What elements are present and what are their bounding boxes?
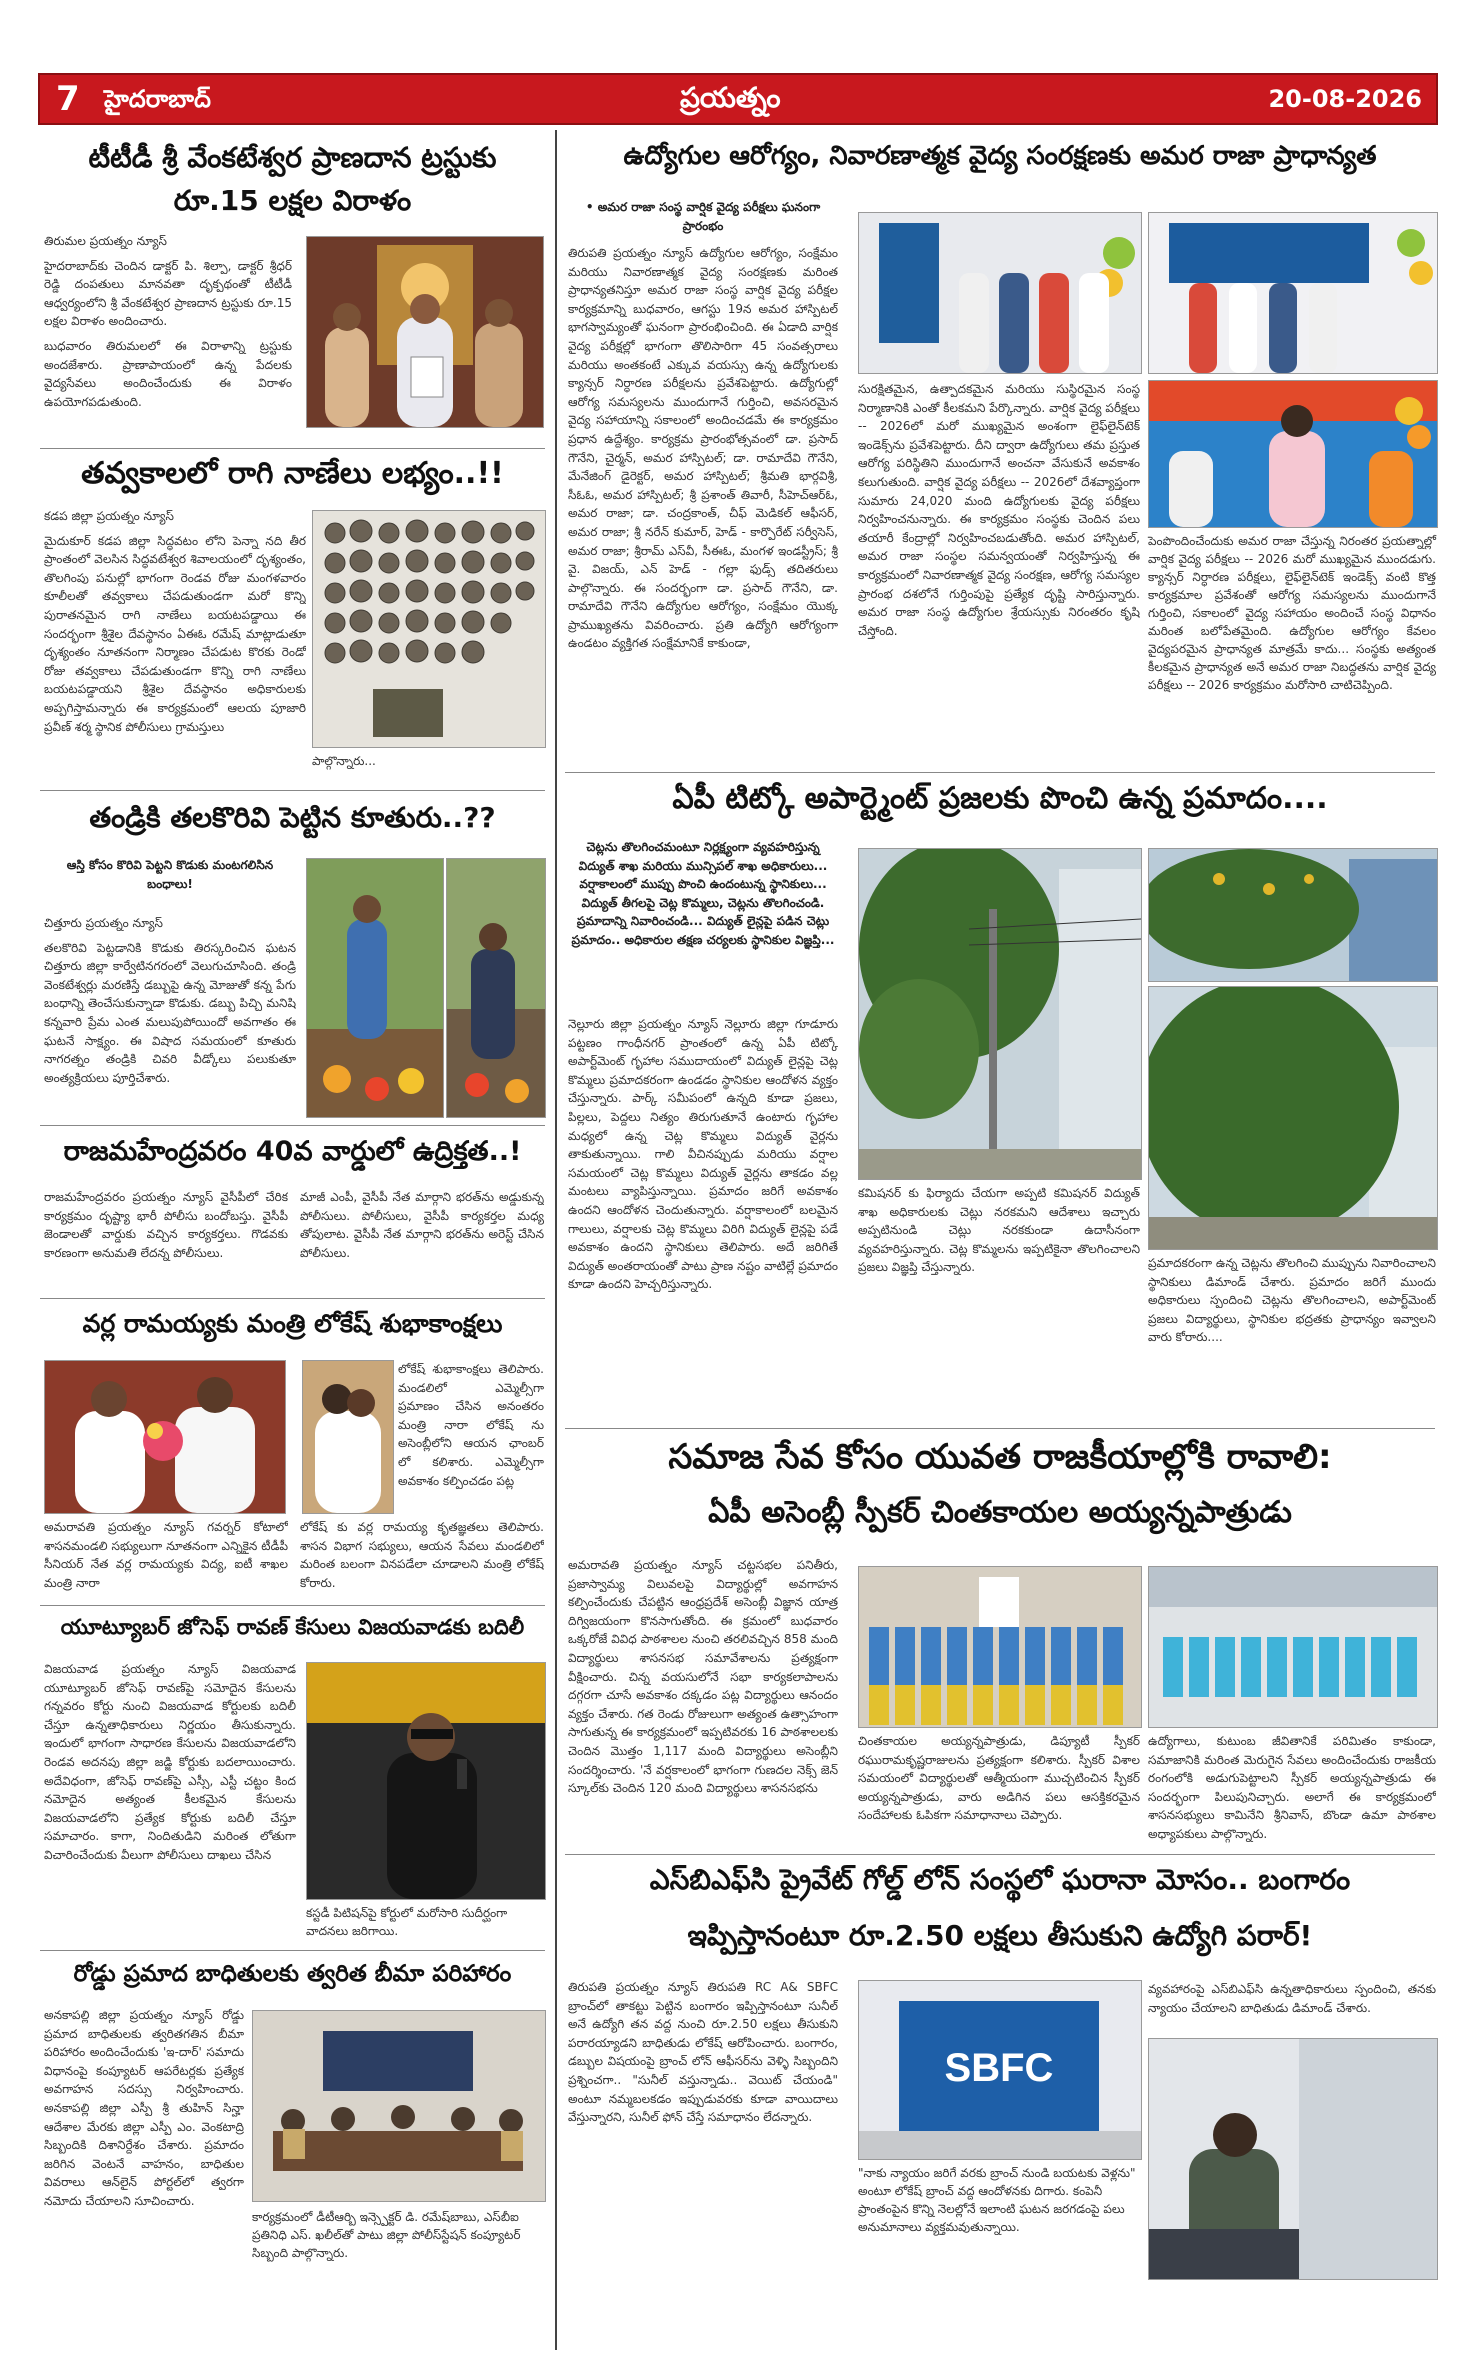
titco-trees-photo-wide (1148, 986, 1438, 1250)
column-divider (555, 130, 557, 2350)
sbfc-headline-line2: ఇప్పిస్తానంటూ రూ.2.50 లక్షలు తీసుకుని ఉద్యోగి పరార్! (687, 1919, 1313, 1952)
story-divider (40, 1605, 545, 1606)
speaker-col2: చింతకాయల అయ్యన్నపాత్రుడు, డిప్యూటీ స్పీకర్ రఘురామకృష్ణరాజులను ప్రత్యక్షంగా కలిశారు. స్పీకర్ విశాల సమయంలో విద్యార్థులతో ఆత్మీయంగా ముచ్చటించిన స్పీకర్ అయ్యన్నపాత్రుడు, వారు అడిగిన పలు ఆసక్తికరమైన సందేహాలకు ఓపికగా సమాధానాలు చెప్పారు. (858, 1734, 1140, 1823)
story-divider (565, 772, 1435, 773)
amara-raja-photo-2 (1148, 212, 1438, 374)
amara-raja-photo-1 (858, 212, 1142, 374)
page-number: 7 (56, 79, 80, 119)
ttd-paragraph-1: హైదరాబాద్‌కు చెందిన డాక్టర్ పి. శిల్పా, డాక్టర్ శ్రీధర్ రెడ్డి దంపతులు మానవతా దృక్పథంతో టీటీడీ ఆధ్వర్యంలోని శ్రీ వేంకటేశ్వర ప్రాణదాన ట్రస్టుకు రూ.15 లక్షల విరాళం అందించారు. (44, 258, 292, 329)
issue-date: 20-08-2026 (1268, 85, 1422, 113)
amara-raja-callout: • అమర రాజా సంస్థ వార్షిక వైద్య పరీక్షలు ఘనంగా ప్రారంభం (585, 200, 821, 233)
titco-headline: ఏపీ టిట్కో అపార్ట్మెంట్ ప్రజలకు పొంచి ఉన్న ప్రమాదం.... (672, 781, 1328, 816)
daughter-subhead: ఆస్తి కోసం కొరివి పెట్టని కొడుకు మంటగలిసిన బంధాలు! (66, 858, 274, 891)
insurance-meeting-photo (252, 2010, 546, 2202)
sbfc-body: తిరుపతి ప్రయత్నం న్యూస్ తిరుపతి RC A& SBFC బ్రాంచ్‌లో తాకట్టు పెట్టిన బంగారం ఇప్పిస్తానంటూ సునీల్ అనే ఉద్యోగి తన వద్ద నుంచి రూ.2.50 లక్షలు తీసుకుని పరారయ్యాడని బాధితుడు లోకేష్ ఆరోపించారు. బంగారం, డబ్బుల విషయంపై బ్రాంచ్ లోన్ ఆఫీసర్‌ను వెళ్ళి సిబ్బందిని ప్రశ్నించగా.. "సునీల్ వస్తున్నాడు.. వెయిట్ చేయండి" అంటూ నమ్మబలకడం ఇప్పుడువరకు కూడా వాయిదాలు వేస్తున్నారని, సునీల్ ఫోన్ చేస్తే సమాధానం లేదన్నారు. (568, 1980, 838, 2125)
insurance-body: అనకాపల్లి జిల్లా ప్రయత్నం న్యూస్ రోడ్డు ప్రమాద బాధితులకు త్వరితగతిన బీమా పరిహారం అందించేందుకు 'ఇ-దార్' సమాదు విధానంపై కంప్యూటర్ ఆపరేటర్లకు ప్రత్యేక అవగాహన సదస్సు నిర్వహించారు. అనకాపల్లి జిల్లా ఎస్పీ శ్రీ తుహిన్ సిన్హా ఆదేశాల మేరకు జిల్లా ఎస్పీ ఎం. వెంకటాద్రి సిబ్బందికి దిశానిర్దేశం చేశారు. ప్రమాదం జరిగిన వెంటనే వాహనం, బాధితుల వివరాలు ఆన్‌లైన్ పోర్టల్‌లో త్వరగా నమోదు చేయాలని సూచించారు. (44, 2008, 244, 2208)
insurance-caption: కార్యక్రమంలో డీటీఆర్బి ఇన్స్పెక్టర్ డి. రమేష్‌బాబు, ఎస్‌బీఐ ప్రతినిధి ఎస్. ఖలీల్‌తో పాటు జిల్లా పోలీస్‌స్టేషన్ కంప్యూటర్ సిబ్బంది పాల్గొన్నారు. (252, 2210, 521, 2260)
coins-body (44, 507, 306, 777)
rajahmundry-col1: రాజమహేంద్రవరం ప్రయత్నం న్యూస్ వైసీపీలో చేరిక కార్యక్రమం దృష్ట్యా భారీ పోలీసు బందోబస్తు. వైసీపీ జెండాలతో వార్డుకు వచ్చిన కార్యకర్తలు. గొడవకు కారణంగా అనుమతి లేదన్న పోలీసులు. (44, 1190, 288, 1260)
coins-headline: తవ్వకాలలో రాగి నాణేలు లభ్యం..!! (81, 456, 504, 491)
amara-raja-col1: తిరుపతి ప్రయత్నం న్యూస్ ఉద్యోగుల ఆరోగ్యం, సంక్షేమం మరియు నివారణాత్మక వైద్య సంరక్షణకు మరింత ప్రాధాన్యతనిస్తూ అమర రాజా సంస్థ వార్షిక వైద్య పరీక్షల కార్యక్రమాన్ని బుధవారం, ఆగస్టు 19న అమర హాస్పిటల్ భాగస్వామ్యంతో ఘనంగా ప్రారంభించింది. ఈ ఏడాది వార్షిక వైద్య పరీక్షల్లో భాగంగా తొలిసారిగా 45 సంవత్సరాలు మరియు అంతకంటే ఎక్కువ వయస్సు ఉన్న ఉద్యోగులకు క్యాన్సర్ నిర్ధారణ పరీక్షలను ప్రవేశపెట్టారు. ఉద్యోగుల్లో ఆరోగ్య సమస్యలను ముందుగానే గుర్తించి, అవసరమైన వైద్య సహాయాన్ని సకాలంలో అందించడమే ఈ కార్యక్రమం ప్రధాన ఉద్దేశ్యం. కార్యక్రమ ప్రారంభోత్సవంలో డా. ప్రసాద్ గౌనేని, చైర్మన్, అమర హాస్పిటల్; డా. రామాదేవి గౌనేని, మేనేజింగ్ డైరెక్టర్, అమర హాస్పిటల్; శ్రీమతి భార్గవిశ్రీ, సీఓఓ, అమర హాస్పిటల్; శ్రీ ప్రశాంత్ తివారీ, సీహెచ్ఆర్ఓ, అమర రాజా; డా. చంద్రకాంత్, చీఫ్ మెడికల్ ఆఫీసర్, అమర రాజా; శ్రీ నరేన్ కుమార్, హెడ్ - కార్పొరేట్ సర్వీసెస్, అమర రాజా; శ్రీరామ్ ఎస్‌వీ, సీఈఓ, మంగళ ఇండస్ట్రీస్; శ్రీ వై. విజయ్, ఎన్ హెడ్ - గల్లా ఫుడ్స్ తదితరులు పాల్గొన్నారు. ఈ సందర్భంగా డా. ప్రసాద్ గౌనేని, డా. రామాదేవి గౌనేని ఉద్యోగుల ఆరోగ్యం, సంక్షేమం యొక్క ప్రాముఖ్యతను వివరించారు. ప్రతి ఉద్యోగి ఆరోగ్యంగా ఉండటం వ్యక్తిగత సంక్షేమానికే కాకుండా, (568, 246, 838, 651)
titco-trees-photo-tall (858, 848, 1142, 1180)
titco-callout: చెట్లను తొలగించమంటూ నిర్లక్ష్యంగా వ్యవహరిస్తున్న విద్యుత్ శాఖ మరియు మున్సిపల్ శాఖ అధికారులు... వర్షాకాలంలో ముప్పు పొంచి ఉందంటున్న స్థానికులు... విద్యుత్ తీగలపై చెట్ల కొమ్మలు, చెట్లను తొలగించండి. ప్రమాదాన్ని నివారించండి... విద్యుత్ లైన్లపై పడిన చెట్లు ప్రమాదం.. అధికారుల తక్షణ చర్యలకు స్థానికుల విజ్ఞప్తి... (571, 840, 835, 947)
amara-raja-headline: ఉద్యోగుల ఆరోగ్యం, నివారణాత్మక వైద్య సంరక్షణకు అమర రాజా ప్రాధాన్యత (623, 141, 1377, 171)
lokesh-hug-photo (302, 1360, 394, 1514)
story-divider (40, 1298, 545, 1299)
coins-caption: పాల్గొన్నారు... (312, 754, 376, 768)
youtuber-headline: యూట్యూబర్ జోసెఫ్ రావణ్ కేసులు విజయవాడకు బదిలీ (60, 1615, 525, 1639)
speaker-students-photo-2 (1148, 1566, 1438, 1728)
story-divider (40, 1950, 545, 1951)
daughter-body (44, 914, 296, 1114)
ttd-headline-line1: టీటీడీ శ్రీ వేంకటేశ్వర ప్రాణదాన ట్రస్టుకు (88, 141, 497, 174)
youtuber-caption: కస్టడీ పిటిషన్‌పై కోర్టులో మరోసారి సుదీర్ఘంగా వాదనలు జరిగాయి. (306, 1906, 508, 1938)
amara-raja-caption: పెంపొందించేందుకు అమర రాజా చేస్తున్న నిరంతర ప్రయత్నాల్లో వార్షిక వైద్య పరీక్షలు -- 2026 మరో ముఖ్యమైన ముందడుగు. క్యాన్సర్ నిర్ధారణ పరీక్షలు, లైఫ్‌లైన్‌టెక్ ఇండెక్స్ వంటి కొత్త కార్యక్రమాల ప్రవేశంతో ఆరోగ్య సమస్యలను ముందుగానే గుర్తించి, సకాలంలో వైద్య సహాయం అందించే సంస్థ విధానం మరింత బలోపేతమైంది. ఉద్యోగుల ఆరోగ్యం కేవలం వైద్యపరమైన ప్రాధాన్యత మాత్రమే కాదు... సంస్థకు అత్యంత కీలకమైన ప్రాధాన్యత అనే అమర రాజా నిబద్ధతను వార్షిక వైద్య పరీక్షలు -- 2026 కార్యక్రమం మరోసారి చాటిచెప్పింది. (1148, 534, 1436, 692)
titco-col2: కమిషనర్ కు ఫిర్యాదు చేయగా అప్పటి కమిషనర్ విద్యుత్ శాఖ అధికారులకు చెట్లు నరకమని ఆదేశాలు ఇచ్చారు అప్పటినుండి చెట్లు నరకకుండా ఉదాసీనంగా వ్యవహరిస్తున్నారు. చెట్ల కొమ్మలను ఇప్పటికైనా తొలగించాలని ప్రజలు విజ్ఞప్తి చేస్తున్నారు. (858, 1186, 1140, 1275)
speaker-body: అమరావతి ప్రయత్నం న్యూస్ చట్టసభల పనితీరు, ప్రజాస్వామ్య విలువలపై విద్యార్థుల్లో అవగాహన కల్పించేందుకు చేపట్టిన ఆంధ్రప్రదేశ్ అసెంబ్లీ విజ్ఞాన యాత్ర దిగ్విజయంగా కొనసాగుతోంది. ఈ క్రమంలో బుధవారం ఒక్కరోజే వివిధ పాఠశాలల నుంచి తరలివచ్చిన 858 మంది విద్యార్థులు శాసనసభ సమావేశాలను ప్రత్యక్షంగా వీక్షించారు. చిన్న వయసులోనే సభా కార్యకలాపాలను దగ్గరగా చూసే అవకాశం దక్కడం పట్ల విద్యార్థులు ఆనందం వ్యక్తం చేశారు. గత రెండు రోజులుగా అత్యంత ఉత్సాహంగా సాగుతున్న ఈ కార్యక్రమంలో ఇప్పటివరకు 16 పాఠశాలలకు చెందిన మొత్తం 1,117 మంది విద్యార్థులు అసెంబ్లీని సందర్శించారు. 'నే వర్షకాలంలో భాగంగా గుణదల నెక్స్ జెన్ స్కూల్‌కు చెందిన 120 మంది విద్యార్థులు శాసనసభను (568, 1558, 838, 1796)
ttd-headline-line2: రూ.15 లక్షల విరాళం (173, 184, 412, 217)
copper-coins-photo (312, 510, 546, 748)
story-divider (565, 1428, 1435, 1429)
titco-col3: ప్రమాదకరంగా ఉన్న చెట్లను తొలగించి ముప్పును నివారించాలని స్థానికులు డిమాండ్ చేశారు. ప్రమాదం జరిగే ముందు అధికారులు స్పందించి చెట్లను తొలగించాలని, అపార్ట్‌మెంట్ ప్రజలు విద్యార్థులు, స్థానికుల భద్రతకు ప్రాధాన్యం ఇవ్వాలని వారు కోరారు.... (1148, 1256, 1436, 1345)
ttd-paragraph-2: బుధవారం తిరుమలలో ఈ విరాళాన్ని ట్రస్టుకు అందజేశారు. ప్రాణాపాయంలో ఉన్న పేదలకు వైద్యసేవలు అందించేందుకు ఈ విరాళం ఉపయోగపడుతుంది. (44, 338, 292, 409)
sbfc-victim-photo (1148, 2038, 1438, 2280)
insurance-headline: రోడ్డు ప్రమాద బాధితులకు త్వరిత బీమా పరిహారం (73, 1961, 512, 1987)
rajahmundry-col2: మాజీ ఎంపీ, వైసీపీ నేత మార్గాని భరత్‌ను అడ్డుకున్న పోలీసులు. పోలీసులు, వైసీపీ కార్యకర్తల మధ్య తోపులాట. వైసీపీ నేత మార్గాని భరత్‌ను అరెస్ట్ చేసిన పోలీసులు. (300, 1190, 544, 1260)
masthead-bar (38, 73, 1438, 125)
speaker-col3: ఉద్యోగాలు, కుటుంబ జీవితానికే పరిమితం కాకుండా, సమాజానికి మరింత మెరుగైన సేవలు అందించేందుకు రాజకీయ రంగంలోకి అడుగుపెట్టాలని స్పీకర్ అయ్యన్నపాత్రుడు ఈ సందర్భంగా పిలుపునిచ్చారు. అలాగే ఈ కార్యక్రమంలో శాసనసభ్యులు కామినేని శ్రీనివాస్, బొండా ఉమా పాఠశాల అధ్యాపకులు పాల్గొన్నారు. (1148, 1734, 1436, 1841)
lokesh-col1: అమరావతి ప్రయత్నం న్యూస్ గవర్నర్ కోటాలో శాసనమండలి సభ్యులుగా నూతనంగా ఎన్నికైన టీడీపీ సీనియర్ నేత వర్ల రామయ్యకు విద్య, ఐటీ శాఖల మంత్రి నారా (44, 1520, 288, 1590)
edition-city: హైదరాబాద్ (104, 85, 211, 113)
story-divider (40, 448, 545, 449)
speaker-headline-line2: ఏపీ అసెంబ్లీ స్పీకర్ చింతకాయల అయ్యన్నపాత్రుడు (708, 1495, 1292, 1530)
titco-trees-photo-small (1148, 848, 1438, 982)
funeral-photo-2 (446, 858, 546, 1118)
funeral-photo-1 (306, 858, 444, 1118)
lokesh-side-text: లోకేష్ శుభాకాంక్షలు తెలిపారు. మండలిలో ఎమ్మెల్సీగా ప్రమాణం చేసిన అనంతరం మంత్రి నారా లోకేష్ ను అసెంబ్లీలోని ఆయన ఛాంబర్ లో కలిశారు. ఎమ్మెల్సీగా అవకాశం కల్పించడం పట్ల (398, 1362, 544, 1488)
sbfc-caption: "నాకు న్యాయం జరిగే వరకు బ్రాంచ్ నుండి బయటకు వెళ్లను" అంటూ లోకేష్ బ్రాంచ్ వద్ద ఆందోళనకు దిగారు. కంపెనీ ప్రాంతంపైన కొన్ని నెలల్లోనే ఇలాంటి ఘటన జరగడంపై పలు అనుమానాలు వ్యక్తమవుతున్నాయి. (858, 2166, 1136, 2234)
amara-raja-photo-3 (1148, 380, 1438, 528)
ttd-dateline: తిరుమల ప్రయత్నం న్యూస్ (44, 234, 167, 248)
lokesh-col2: లోకేష్ కు వర్ల రామయ్య కృతజ్ఞతలు తెలిపారు. శాసన విభాగ సభ్యులు, ఆయన సేవలు మండలిలో మరింత బలంగా వినపడేలా చూడాలని మంత్రి లోకేష్ కోరారు. (300, 1520, 544, 1590)
speaker-headline-line1: సమాజ సేవ కోసం యువత రాజకీయాల్లోకి రావాలి: (668, 1437, 1332, 1477)
lokesh-greeting-photo (44, 1360, 286, 1514)
daughter-paragraph: తలకొరివి పెట్టడానికి కొడుకు తిరస్కరించిన ఘటన చిత్తూరు జిల్లా కార్వేటినగరంలో వెలుగుచూసింది. తండ్రి వెంకటేశ్వర్లు మరణిస్తే డబ్బుపై ఉన్న మోజుతో కన్న పేగు బంధాన్ని తెంచేసుకున్నాడా కొడుకు. డబ్బు పిచ్చి మనిషి కన్నవారి ప్రేమ ఎంత మలుపుపోయిందో అవగాతం ఈ ఘటనే సాక్ష్యం. ఈ విషాద సమయంలో కూతురు నాగరత్నం తండ్రికి చివరి వీడ్కోలు పలుకుతూ అంత్యక్రియలు పూర్తిచేశారు. (44, 940, 296, 1085)
story-divider (40, 790, 545, 791)
coins-paragraph: మైదుకూర్ కడప జిల్లా సిద్ధవటం లోని పెన్నా నది తీర ప్రాంతంలో వెలసిన సిద్ధవటేశ్వర శివాలయంలో దృశ్యంతం, తొలగింపు పనుల్లో భాగంగా రెండవ రోజు మంగళవారం కూలీలతో తవ్వకాలు చేపడుతుండగా మరో కొన్ని పురాతనమైన రాగి నాణేలు బయటపడ్డాయి ఈ సందర్భంగా శ్రీశైల దేవస్థానం ఏఈఓ రమేష్ మాట్లాడుతూ దృశ్యంతం నూతనంగా నిర్మాణం చేపడుట కొరకు రెండో రోజు తవ్వకాలు చేపడుతుండగా కొన్ని రాగి నాణేలు బయటపడ్డాయని శ్రీశైల దేవస్థానం అధికారులకు అప్పగిస్తామన్నారు ఈ కార్యక్రమంలో ఆలయ పూజారి ప్రవీణ్ శర్మ స్థానిక పోలీసులు గ్రామస్తులు (44, 533, 306, 734)
lokesh-headline: వర్ల రామయ్యకు మంత్రి లోకేష్ శుభాకాంక్షలు (82, 1309, 503, 1338)
story-divider (565, 1854, 1435, 1855)
amara-raja-col2: సురక్షితమైన, ఉత్పాదకమైన మరియు సుస్థిరమైన సంస్థ నిర్మాణానికి ఎంతో కీలకమని పేర్కొన్నారు. వార్షిక వైద్య పరీక్షలు -- 2026లో మరో ముఖ్యమైన అంశంగా లైఫ్‌లైన్‌టెక్ ఇండెక్స్‌ను ప్రవేశపెట్టారు. దీని ద్వారా ఉద్యోగులు తమ ప్రస్తుత ఆరోగ్య పరిస్థితిని ముందుగానే అంచనా వేసుకునే అవకాశం కలుగుతుంది. వార్షిక వైద్య పరీక్షలు -- 2026లో దేశవ్యాప్తంగా సుమారు 24,020 మంది ఉద్యోగులకు వైద్య పరీక్షలు నిర్వహించనున్నారు. ఈ కార్యక్రమం సంస్థకు చెందిన పలు తయారీ కేంద్రాల్లో నిర్వహించబడుతోంది. అమర హాస్పిటల్, అమర రాజా సంస్థల సమన్వయంతో నిర్వహిస్తున్న ఈ కార్యక్రమంలో నివారణాత్మక వైద్య సంరక్షణ, ఆరోగ్య సమస్యల ప్రారంభ దశలోనే గుర్తింపుపై ప్రత్యేక దృష్టి సారిస్తున్నారు. అమర రాజా సంస్థ ఉద్యోగుల శ్రేయస్సుకు నిరంతరం కృషి చేస్తోంది. (858, 382, 1140, 638)
rajahmundry-headline: రాజమహేంద్రవరం 40వ వార్డులో ఉద్రిక్తత..! (63, 1136, 522, 1167)
daughter-dateline: చిత్తూరు ప్రయత్నం న్యూస్ (44, 916, 163, 930)
sbfc-headline-line1: ఎస్‌బిఎఫ్‌సి ప్రైవేట్ గోల్డ్ లోన్ సంస్థలో ఘరానా మోసం.. బంగారం (649, 1863, 1351, 1896)
sbfc-branch-photo (858, 1980, 1142, 2160)
youtuber-photo (306, 1662, 546, 1900)
titco-body: నెల్లూరు జిల్లా ప్రయత్నం న్యూస్ నెల్లూరు జిల్లా గూడూరు పట్టణం గాంధీనగర్ ప్రాంతంలో ఉన్న ఏపీ టిట్కో అపార్ట్‌మెంట్ గృహాల సముదాయంలో విద్యుత్ లైన్లపై చెట్ల కొమ్మలు ప్రమాదకరంగా ఉండడం స్థానికుల ఆందోళన వ్యక్తం చేస్తున్నారు. పార్క్ సమీపంలో ఉన్నది కూడా ప్రజలు, పిల్లలు, పెద్దలు నిత్యం తిరుగుతూనే ఉంటారు గృహాల మధ్యలో ఉన్న చెట్ల కొమ్మలు విద్యుత్ వైర్లను తాకుతున్నాయి. గాలి వీచినప్పుడు మరియు వర్షాల సమయంలో చెట్ల కొమ్మలు విద్యుత్ వైర్లను తాకడం వల్ల మంటలు వ్యాపిస్తున్నాయి. ప్రమాదం జరిగే అవకాశం ఉందని ఆందోళన చెందుతున్నారు. వర్షాకాలంలో బలమైన గాలులు, వర్షాలకు చెట్ల కొమ్మలు విరిగి విద్యుత్ లైన్లపై పడే అవకాశం ఉందని స్థానికులు తెలిపారు. అదే జరిగితే విద్యుత్ అంతరాయంతో పాటు ప్రాణ నష్టం వాటిల్లే ప్రమాదం కూడా ఉందని హెచ్చరిస్తున్నారు. (568, 1017, 838, 1292)
story-divider (40, 1125, 545, 1126)
sbfc-col3: వ్యవహారంపై ఎస్‌బిఎఫ్‌సి ఉన్నతాధికారులు స్పందించి, తనకు న్యాయం చేయాలని బాధితుడు డిమాండ్ చేశారు. (1148, 1982, 1436, 2015)
speaker-students-photo-1 (858, 1566, 1142, 1728)
ttd-body (44, 232, 292, 447)
ttd-donation-photo (306, 236, 544, 428)
newspaper-brand: ప్రయత్నం (680, 81, 781, 114)
daughter-headline: తండ్రికి తలకొరివి పెట్టిన కూతురు..?? (89, 801, 496, 834)
svg-text:SBFC: SBFC (944, 2046, 1054, 2090)
coins-dateline: కడప జిల్లా ప్రయత్నం న్యూస్ (44, 509, 174, 523)
youtuber-body: విజయవాడ ప్రయత్నం న్యూస్ విజయవాడ యూట్యూబర్ జోసెఫ్ రావణ్‌పై సమోదైన కేసులను గన్నవరం కోర్టు నుంచి విజయవాడ కోర్టులకు బదిలీ చేస్తూ ఉన్నతాధికారులు నిర్ణయం తీసుకున్నారు. ఇందులో భాగంగా సాధారణ కేసులను విజయవాడలోని రెండవ అదనపు జిల్లా జడ్జి కోర్టుకు బదలాయించారు. అదేవిధంగా, జోసెఫ్ రావణ్‌పై ఎస్సీ, ఎస్టీ చట్టం కింద నమోదైన అత్యంత కీలకమైన కేసులను విజయవాడలోని ప్రత్యేక కోర్టుకు బదిలీ చేస్తూ సమాచారం. కాగా, నిందితుడిని మరింత లోతుగా విచారించేందుకు వీలుగా పోలీసులు దాఖలు చేసిన (44, 1662, 296, 1862)
